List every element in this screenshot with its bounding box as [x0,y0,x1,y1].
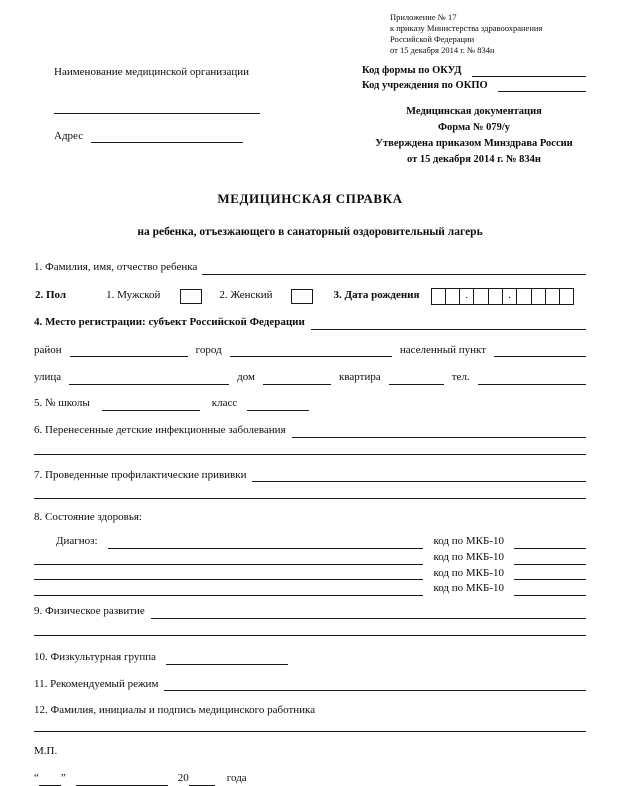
open-quote: “ [34,771,39,784]
diagnosis-field[interactable] [34,554,423,565]
icd10-code-field[interactable] [514,554,586,565]
birthdate-cell[interactable] [532,288,546,305]
vaccinations-field[interactable] [252,470,586,482]
class-field[interactable] [247,399,309,411]
field-diseases-row [34,424,586,438]
field-physical-development-row [34,605,586,619]
district-label: район [34,343,62,356]
appendix-line: Приложение № 17 [390,12,457,22]
icd10-label: код по МКБ-10 [433,535,504,548]
birthdate-cell[interactable] [560,288,574,305]
icd10-code-field[interactable] [514,585,586,596]
sex-female-label: 2. Женский [219,289,273,302]
medical-worker-signature-field[interactable] [34,718,586,732]
codes-block [362,64,586,167]
birthdate-cell[interactable] [431,288,445,305]
diagnosis-row [34,567,586,581]
diagnosis-row [34,551,586,565]
pe-group-field[interactable] [166,653,288,665]
field-pe-group-row [34,651,586,665]
field-sex-birthdate-row [34,288,586,305]
form-subtitle: на ребенка, отъезжающего в санаторный оздоровительный лагерь [137,225,483,238]
appendix-line: от 15 декабря 2014 г. № 834н [390,45,495,56]
diagnosis-label: Диагноз: [56,535,98,548]
diseases-field-continuation[interactable] [34,438,586,455]
year-suffix: года [226,771,247,784]
doc-designation-line: от 15 декабря 2014 г. № 834н [407,153,541,165]
apartment-field[interactable] [389,373,444,385]
form-header [34,64,586,167]
sex-female-checkbox[interactable] [291,289,313,304]
child-name-label: 1. Фамилия, имя, отчество ребенка [34,261,198,274]
field-district-city-row [34,344,586,358]
doc-designation-line: Форма № 079/у [438,122,510,134]
diseases-label: 6. Перенесенные детские инфекционные заболевания [34,423,286,436]
regimen-field[interactable] [164,679,586,691]
apartment-label: квартира [339,371,381,384]
diagnosis-field[interactable] [34,585,423,596]
diagnosis-field[interactable] [108,538,424,549]
icd10-code-field[interactable] [514,538,586,549]
class-label: класс [211,397,238,410]
month-field[interactable] [76,774,168,786]
vaccinations-label: 7. Проведенные профилактические прививки [34,468,247,481]
school-number-label: 5. № школы [34,397,90,410]
doc-designation-block [362,104,586,167]
birthdate-cell[interactable] [517,288,531,305]
field-school-row [34,397,586,411]
organization-block [34,64,324,167]
settlement-label: населенный пункт [399,343,486,356]
phone-field[interactable] [478,373,586,385]
icd10-label: код по МКБ-10 [433,566,504,579]
street-label: улица [34,371,62,384]
child-name-field[interactable] [202,263,586,275]
icd10-label: код по МКБ-10 [433,582,504,595]
close-quote: ” [60,771,66,784]
okpo-code-field[interactable] [498,81,586,92]
organization-name-label: Наименование медицинской организации [54,66,249,79]
icd10-label: код по МКБ-10 [433,550,504,563]
doc-designation-line: Утверждена приказом Минздрава России [375,137,573,149]
birthdate-cell[interactable]: . [503,288,517,305]
physical-development-continuation[interactable] [34,619,586,636]
birthdate-cell[interactable] [474,288,488,305]
birthdate-cell[interactable]: . [460,288,474,305]
birthdate-cell[interactable] [489,288,503,305]
okpo-code-label: Код учреждения по ОКПО [362,80,488,92]
registration-subject-field[interactable] [311,318,586,330]
address-label: Адрес [54,129,84,142]
field-child-name-row [34,261,586,275]
year-field[interactable] [189,774,215,786]
sex-male-label: 1. Мужской [106,289,161,302]
city-label: город [195,343,222,356]
field-regimen-row [34,678,586,692]
physical-development-field[interactable] [151,607,586,619]
health-state-label: 8. Состояние здоровья: [34,511,142,524]
diagnosis-field[interactable] [34,569,423,580]
phone-label: тел. [451,371,470,384]
vaccinations-field-continuation[interactable] [34,482,586,499]
settlement-field[interactable] [494,345,586,357]
school-number-field[interactable] [102,399,200,411]
date-row [34,772,586,786]
diagnosis-row [34,582,586,596]
birthdate-cells [431,288,574,305]
okud-code-label: Код формы по ОКУД [362,65,462,77]
house-label: дом [237,371,256,384]
birthdate-label: 3. Дата рождения [333,289,420,302]
appendix-block [390,12,586,56]
pe-group-label: 10. Физкультурная группа [34,650,156,663]
form-title: МЕДИЦИНСКАЯ СПРАВКА [217,191,403,207]
okud-code-field[interactable] [472,66,586,77]
sex-male-checkbox[interactable] [180,289,202,304]
field-registration-row [34,316,586,330]
field-vaccinations-row [34,469,586,483]
address-field[interactable] [91,131,243,143]
appendix-line: Российской Федерации [390,34,475,45]
medical-worker-label: 12. Фамилия, инициалы и подпись медицинского работника [34,704,316,717]
city-field[interactable] [230,345,392,357]
birthdate-cell[interactable] [546,288,560,305]
physical-development-label: 9. Физическое развитие [34,605,145,618]
sex-label: 2. Пол [35,289,67,302]
organization-name-field[interactable] [54,102,260,114]
registration-label: 4. Место регистрации: субъект Российской Федерации [34,315,305,328]
field-street-row [34,371,586,385]
diseases-field[interactable] [292,426,586,438]
appendix-line: к приказу Министерства здравоохранения [390,23,543,34]
doc-designation-line: Медицинская документация [406,106,542,118]
house-field[interactable] [263,373,331,385]
day-field[interactable] [39,774,61,786]
stamp-label: М.П. [34,745,58,758]
regimen-label: 11. Рекомендуемый режим [34,677,159,690]
year-prefix: 20 [177,771,189,784]
street-field[interactable] [69,373,229,385]
district-field[interactable] [70,345,188,357]
birthdate-cell[interactable] [446,288,460,305]
diagnosis-row [34,535,586,549]
icd10-code-field[interactable] [514,569,586,580]
